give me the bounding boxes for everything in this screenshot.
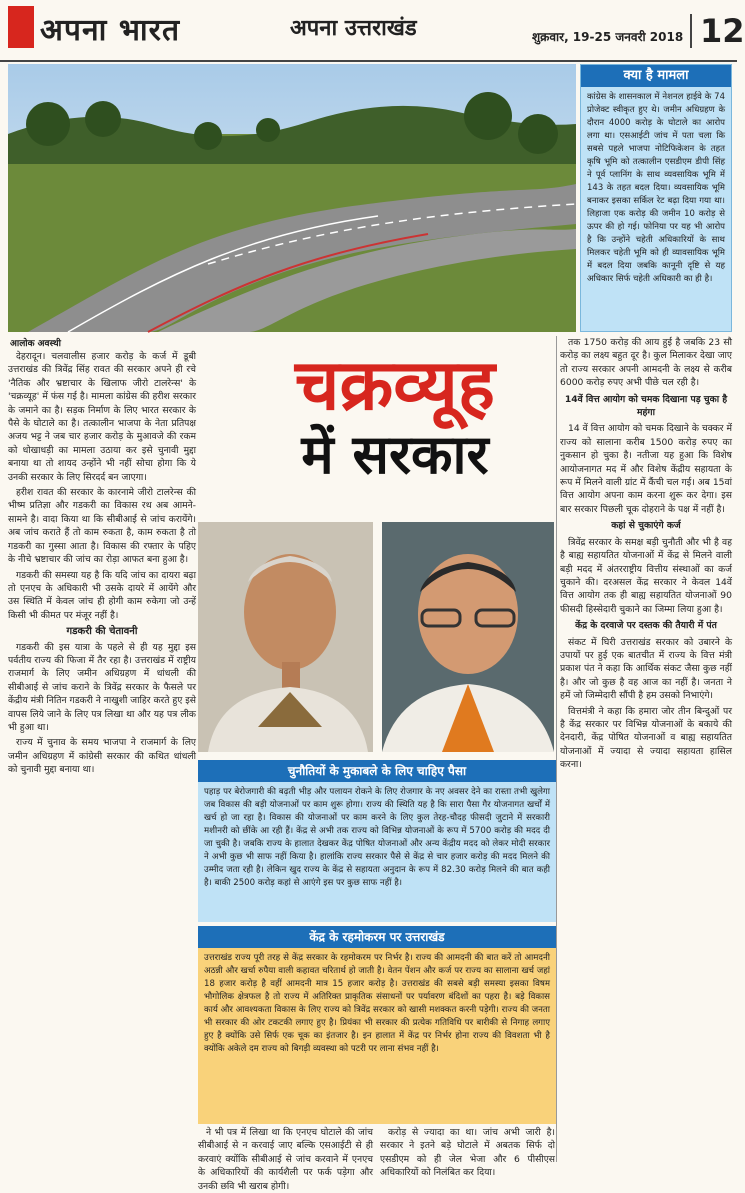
byline: आलोक अवस्थी [10,339,61,349]
paragraph: वित्तमंत्री ने कहा कि हमारा जोर तीन बिन्दुओं पर है केंद्र सरकार पर विभिन्न योजनाओं के बकाये की देनदारी, केंद्र पोषित योजनाओं व बाह्य सहायतित योजनाओं में ज्यादा से ज्यादा सहायता हासिल करना। [560,705,732,771]
paragraph: गडकरी की समस्या यह है कि यदि जांच का दायरा बढ़ा तो एनएच के अधिकारी भी उसके दायरे में आयेंगे और उस स्थिति में केवल जांच ही होगी काम रुकेगा जो उन्हें किसी भी कीमत पर मंजूर नहीं है। [8,569,196,621]
subheading: केंद्र के दरवाजे पर दस्तक की तैयारी में पंत [575,620,717,632]
paragraph: राज्य में चुनाव के समय भाजपा ने राजमार्ग के लिए जमीन अधिग्रहण में कांग्रेसी सरकार की कथित धांधली को चुनावी मुद्दा बनाया था। [8,737,196,776]
subheading: कहां से चुकाएंगे कर्ज [611,520,681,532]
portrait-photo-left [198,522,373,752]
box1-title: चुनौतियों के मुकाबले के लिए चाहिए पैसा [198,760,556,782]
fact-box-body: कांग्रेस के शासनकाल में नेशनल हाईवे के 74 प्रोजेक्ट स्वीकृत हुए थे। जमीन अधिग्रहण के दौरान 4000 करोड़ के घोटाले का आरोप लगा था। एसआईटी जांच में पता चला कि सबसे पहले भाजपा नोटिफिकेशन के तहत कृषि भूमि को तत्कालीन एसडीएम डीपी सिंह ने पूर्व प्लानिंग के साथ व्यवसायिक भूमि में 143 के तहत बदल दिया। व्यवसायिक भूमि बनाकर इसका सर्किल रेट बढ़ा दिया गया था। लिहाजा एक करोड़ की जमीन 10 करोड़ से ऊपर की हो गई। फोनिया पर यह भी आरोप है कि उन्होंने चहेती अधिकारियों के साथ मिलकर चहेती भूमि को ही व्यावसायिक भूमि में बदल दिया जबकि कानूनी दृष्टि से यह अधिकार सिर्फ चहेती अधिकारी का ही है। [587,92,725,284]
box1-body: पहाड़ पर बेरोजगारी की बढ़ती भीड़ और पलायन रोकने के लिए रोजगार के नए अवसर देने का रास्ता तभी खुलेगा जब विकास की बड़ी योजनाओं पर काम शुरू होगा। राज्य की स्थिति यह है कि सारा पैसा गैर योजनागत खर्चों में खर्च हो जा रहा है। विकास की योजनाओं पर काम करने के लिए कुल तेरह-चौदह फीसदी जुटाने में सरकारी मशीनरी को छींके आ रही हैं। केंद्र से अभी तक राज्य को विभिन्न योजनाओं के रूप में 5700 करोड़ की मदद दी जा चुकी है। जबकि राज्य के हालात देखकर केंद्र पोषित योजनाओं और अन्य केंद्रीय मदद को लेकर मोदी सरकार ने अभी कुछ भी साफ नहीं किया है। हालांकि राज्य सरकार पैसे से केंद्र से चार हजार करोड़ की मदद मिलने की उम्मीद जता रही है। लेकिन खुद राज्य के केंद्र से सहायता अनुदान के रूप में 82.30 करोड़ मिलने की बात कही है। बाकी 2500 करोड़ कहां से आएंगे इस पर कुछ साफ नहीं है। [204,787,550,888]
highway-photo [8,64,576,332]
paragraph: ने भी पत्र में लिखा था कि एनएच घोटाले की जांच सीबीआई से न करवाई जाए बल्कि एसआईटी से ही करवाएं क्योंकि सीबीआई से जांच करवाने में एनएच के अधिकारियों की कार्यशैली पर फर्क पड़ेगा और उनकी छवि भी खराब होगी। [198,1127,373,1192]
logo-mark [8,6,34,48]
article-column-left [8,350,196,1162]
paragraph: गडकरी की इस यात्रा के पहले से ही यह मुद्दा इस पर्वतीय राज्य की फिजा में तैर रहा है। उत्तराखंड में राष्ट्रीय राजमार्ग के लिए जमीन अधिग्रहण में धांधली की सीबीआई से जांच कराने के त्रिवेंद्र सरकार के फैसले पर केंद्रीय मंत्री नितिन गडकरी ने नाखुशी जाहिर करते हुए इसे वापस लिये जाने के लिए पत्र लिखा था और यह पत्र लीक भी हुआ था। [8,641,197,733]
section-title: अपना उत्तराखंड [290,16,417,41]
headline-line1: चक्रव्यूह [295,344,495,426]
page-number: 12 [690,14,745,48]
info-box-1 [198,782,556,922]
paragraph: त्रिवेंद्र सरकार के समक्ष बड़ी चुनौती और भी है वह है बाह्य सहायतित योजनाओं में केंद्र से मिलने वाली बड़ी मदद में अंतरराष्ट्रीय वित्तीय संस्थाओं का कर्ज चुकाने की। दरअसल केंद्र सरकार ने केवल 14वें वित्त आयोग तक ही बाह्य सहायतित योजनाओं 90 फीसदी हिस्सेदारी चुकाने का जिम्मा लिया हुआ है। [560,536,732,615]
subheading: 14वें वित्त आयोग को चमक दिखाना पड़ चुका है महंगा [564,393,728,419]
newspaper-logo: अपना भारत [40,13,181,48]
info-box-2 [198,948,556,1124]
box2-title: केंद्र के रहमोकरम पर उत्तराखंड [198,926,556,948]
fact-box-title: क्या है मामला [581,65,731,87]
dateline: शुक्रवार, 19-25 जनवरी 2018 [532,30,684,44]
article-column-mid1 [198,1126,373,1192]
paragraph: देहरादून। चलवालीस हजार करोड़ के कर्ज में डूबी उत्तराखंड की त्रिवेंद्र सिंह रावत की सरकार अपने ही रचे 'नैतिक और भ्रष्टाचार के खिलाफ जीरो टालरेन्स' के 'चक्रव्यूह' में फंस गई है। मामला कांग्रेस की हरीश सरकार के जमाने का है। सड़क निर्माण के लिए भारत सरकार के पैसे के घोटाले का है। तत्कालीन भाजपा के नेता प्रतिपक्ष अजय भट्ट ने जब चार हजार करोड़ के मुआवजे की रकम को धोखाधड़ी का मामला उठाया कर इसे चुनावी मुद्दा बनाया था तो शायद उन्होंने भी नहीं सोचा होगा कि ये उनकी सरकार के लिए सिरदर्द बन जाएगा। [8,351,196,483]
paragraph: करोड़ से ज्यादा का था। जांच अभी जारी है। सरकार ने इतने बड़े घोटाले में अबतक सिर्फ दो एसडीएम को ही जेल भेजा और 6 पीसीएस अधिकारियों को निलंबित कर दिया। [380,1127,555,1179]
subheading: गडकरी की चेतावनी [66,626,138,638]
paragraph: तक 1750 करोड़ की आय हुई है जबकि 23 सौ करोड़ का लक्ष्य बहुत दूर है। कुल मिलाकर देखा जाए तो राज्य सरकार अपनी आमदनी के लक्ष्य से करीब 6000 करोड़ रुपए अभी पीछे चल रही है। [560,337,732,389]
column-divider [556,336,557,1162]
headline-line2: में सरकार [301,423,489,486]
paragraph: 14 वें वित्त आयोग को चमक दिखाने के चक्कर में राज्य को सालाना करीब 1500 करोड़ रुपए का नुकसान हो चुका है। नतीजा यह हुआ कि विशेष आयोजनागत मद में और विशेष केंद्रीय सहायता के रूप में मिलने वाली ग्रांट में कैंची चल गई। अब 15वां वित्त आयोग अपना काम करना शुरू कर देगा। इस बार सरकार पिछली चूक दोहराने के पक्ष में नहीं है। [560,423,732,515]
fact-box [580,64,732,332]
paragraph: हरीश रावत की सरकार के कारनामे जीरो टालरेन्स की भीष्म प्रतिज्ञा और गडकरी का विकास रथ अब आमने-सामने है। वादा किया था कि सीबीआई से जांच करायेंगे। अब जांच कराते हैं तो काम रुकता है, काम रुकता है तो गडकरी का गुस्सा आता है। विकास की रफ्तार के पहिए के नीचे भ्रष्टाचार की जांच का रोड़ा आफत बना हुआ है। [8,487,196,566]
portrait-photo-right [382,522,554,752]
paragraph: संकट में घिरी उत्तराखंड सरकार को उबारने के उपायों पर हुई एक बातचीत में राज्य के वित्त मंत्री प्रकाश पंत ने कहा कि आर्थिक संकट जैसा कुछ नहीं है। और जो कुछ है वह आज का नहीं है। जनता ने हमें जो जिम्मेदारी सौंपी है हम उसको निभाएंगे। [560,636,732,702]
masthead [0,0,745,62]
article-column-right [560,336,732,1162]
article-column-mid2 [380,1126,555,1179]
box2-body: उत्तराखंड राज्य पूरी तरह से केंद्र सरकार के रहमोकरम पर निर्भर है। राज्य की आमदनी की बात करें तो आमदनी अठन्नी और खर्चा रुपैया वाली कहावत चरितार्थ हो जाती है। वेतन पेंशन और कर्ज पर राज्य का सालाना खर्च जहां 18 हजार करोड़ है वहीं आमदनी मात्र 15 हजार करोड़ है। उत्तराखंड की सबसे बड़ी समस्या इसका विषम भौगोलिक क्षेत्रफल है तो राज्य में अतिरिक्त प्राकृतिक संसाधनों पर पर्यावरण बंदिशों का पहरा है। बड़े विकास कार्य और आवश्यकता विकास के लिए राज्य को त्रिवेंद्र सरकार को खासी मशक्कत करनी पड़ेगी। राज्य की जनता भी सरकार की ओर टकटकी लगाए हुए है। प्रियंका भी सरकार की प्रत्येक गतिविधि पर बारीकी से निगाह लगाए हुए है क्योंकि उसे सिर्फ एक चूक का इंतजार है। इन हालात में केंद्र पर निर्भर होना राज्य की विवशता भी है क्योंकि अकेले दम राज्य को बिगड़ी व्यवस्था को पटरी पर लाना संभव नहीं है। [204,953,550,1054]
